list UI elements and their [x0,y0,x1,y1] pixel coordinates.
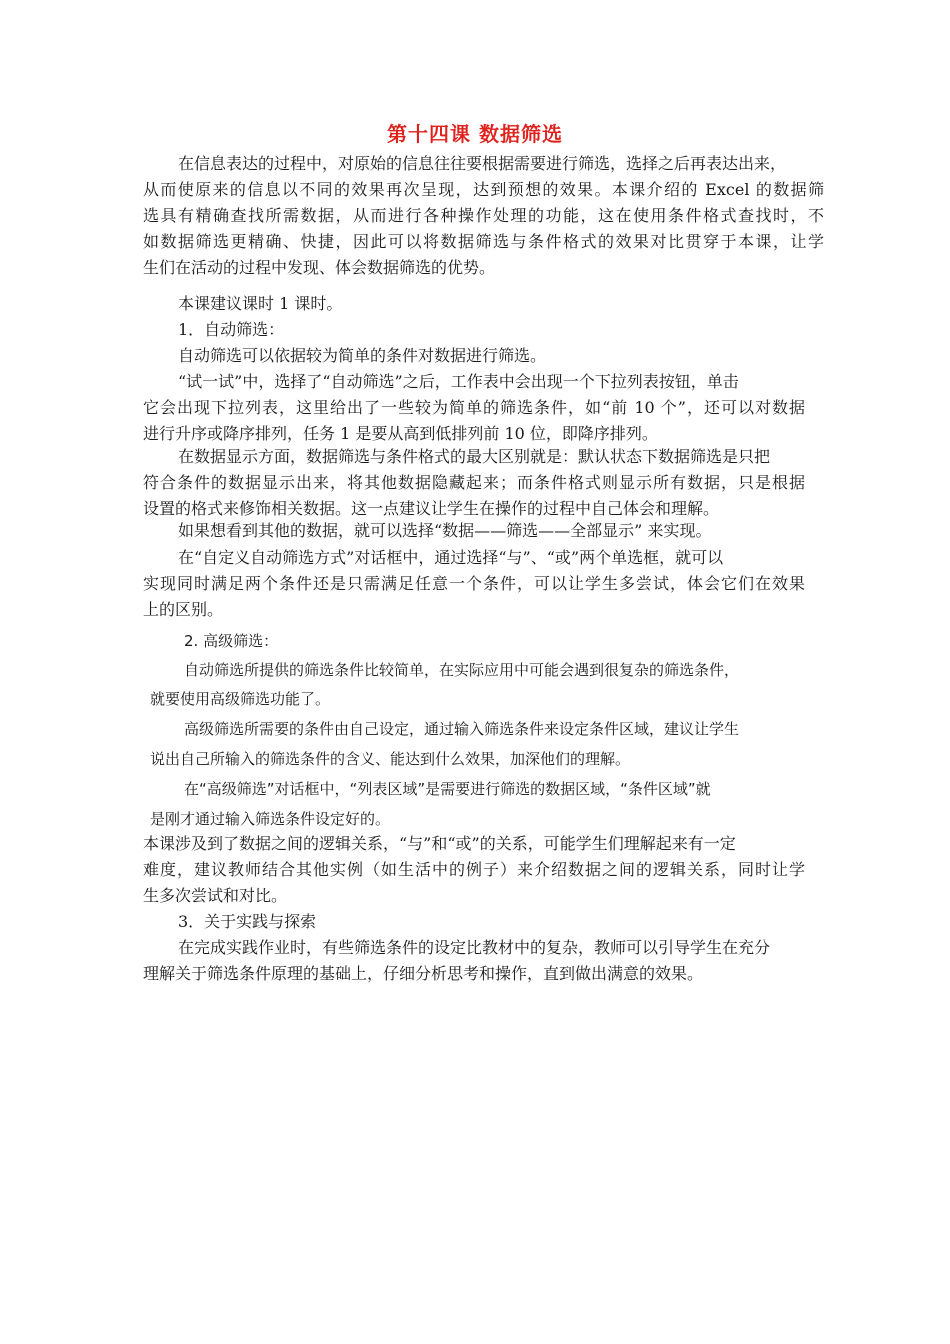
section-heading: 1．自动筛选： [178,320,285,339]
paragraph-line: 它会出现下拉列表，这里给出了一些较为简单的筛选条件，如“前 10 个”，还可以对数据 [143,398,805,417]
paragraph-line: 选具有精确查找所需数据，从而进行各种操作处理的功能，这在使用条件格式查找时，不 [143,206,824,225]
paragraph-line: 如数据筛选更精确、快捷，因此可以将数据筛选与条件格式的效果对比贯穿于本课，让学 [143,232,824,251]
paragraph-line: 实现同时满足两个条件还是只需满足任意一个条件，可以让学生多尝试，体会它们在效果 [143,574,805,593]
section-heading: 3．关于实践与探索 [178,912,317,931]
paragraph-line: 本课涉及到了数据之间的逻辑关系，“与”和“或”的关系，可能学生们理解起来有一定 [143,834,736,853]
section-heading: 2. 高级筛选： [184,632,279,650]
paragraph-line: 从而使原来的信息以不同的效果再次呈现，达到预想的效果。本课介绍的 Excel 的数据筛 [143,180,824,199]
page-title: 第十四课 数据筛选 [387,122,563,146]
paragraph-line: 进行升序或降序排列，任务 1 是要从高到低排列前 10 位，即降序排列。 [143,424,658,443]
paragraph-line: 在“自定义自动筛选方式”对话框中，通过选择“与”、“或”两个单选框，就可以 [178,548,724,567]
paragraph-line: 在完成实践作业时，有些筛选条件的设定比教材中的复杂，教师可以引导学生在充分 [178,938,771,957]
paragraph-line: 生多次尝试和对比。 [143,886,288,905]
paragraph-line: 在信息表达的过程中，对原始的信息往往要根据需要进行筛选，选择之后再表达出来， [178,154,787,173]
paragraph-line: 在“高级筛选”对话框中，“列表区域”是需要进行筛选的数据区域，“条件区域”就 [184,780,711,798]
paragraph-line: 符合条件的数据显示出来，将其他数据隐藏起来；而条件格式则显示所有数据，只是根据 [143,473,805,492]
paragraph-line: 如果想看到其他的数据，就可以选择“数据——筛选——全部显示” 来实现。 [178,521,712,540]
paragraph-line: 说出自己所输入的筛选条件的含义、能达到什么效果，加深他们的理解。 [150,750,631,768]
paragraph-line: 生们在活动的过程中发现、体会数据筛选的优势。 [143,258,496,277]
paragraph-line: 在数据显示方面，数据筛选与条件格式的最大区别就是：默认状态下数据筛选是只把 [178,447,771,466]
paragraph-line: 理解关于筛选条件原理的基础上，仔细分析思考和操作，直到做出满意的效果。 [143,964,704,983]
paragraph-line: 就要使用高级筛选功能了。 [150,690,331,708]
paragraph-line: 设置的格式来修饰相关数据。这一点建议让学生在操作的过程中自己体会和理解。 [143,499,720,518]
paragraph-line: 本课建议课时 1 课时。 [178,294,343,313]
paragraph-line: 难度，建议教师结合其他实例（如生活中的例子）来介绍数据之间的逻辑关系，同时让学 [143,860,805,879]
paragraph-line: 自动筛选可以依据较为简单的条件对数据进行筛选。 [178,346,547,365]
paragraph-line: 高级筛选所需要的条件由自己设定，通过输入筛选条件来设定条件区域，建议让学生 [184,720,740,738]
paragraph-line: 自动筛选所提供的筛选条件比较简单，在实际应用中可能会遇到很复杂的筛选条件， [184,661,740,679]
paragraph-line: “试一试”中，选择了“自动筛选”之后，工作表中会出现一个下拉列表按钮，单击 [178,372,739,391]
paragraph-line: 是刚才通过输入筛选条件设定好的。 [150,810,391,828]
paragraph-line: 上的区别。 [143,600,224,619]
